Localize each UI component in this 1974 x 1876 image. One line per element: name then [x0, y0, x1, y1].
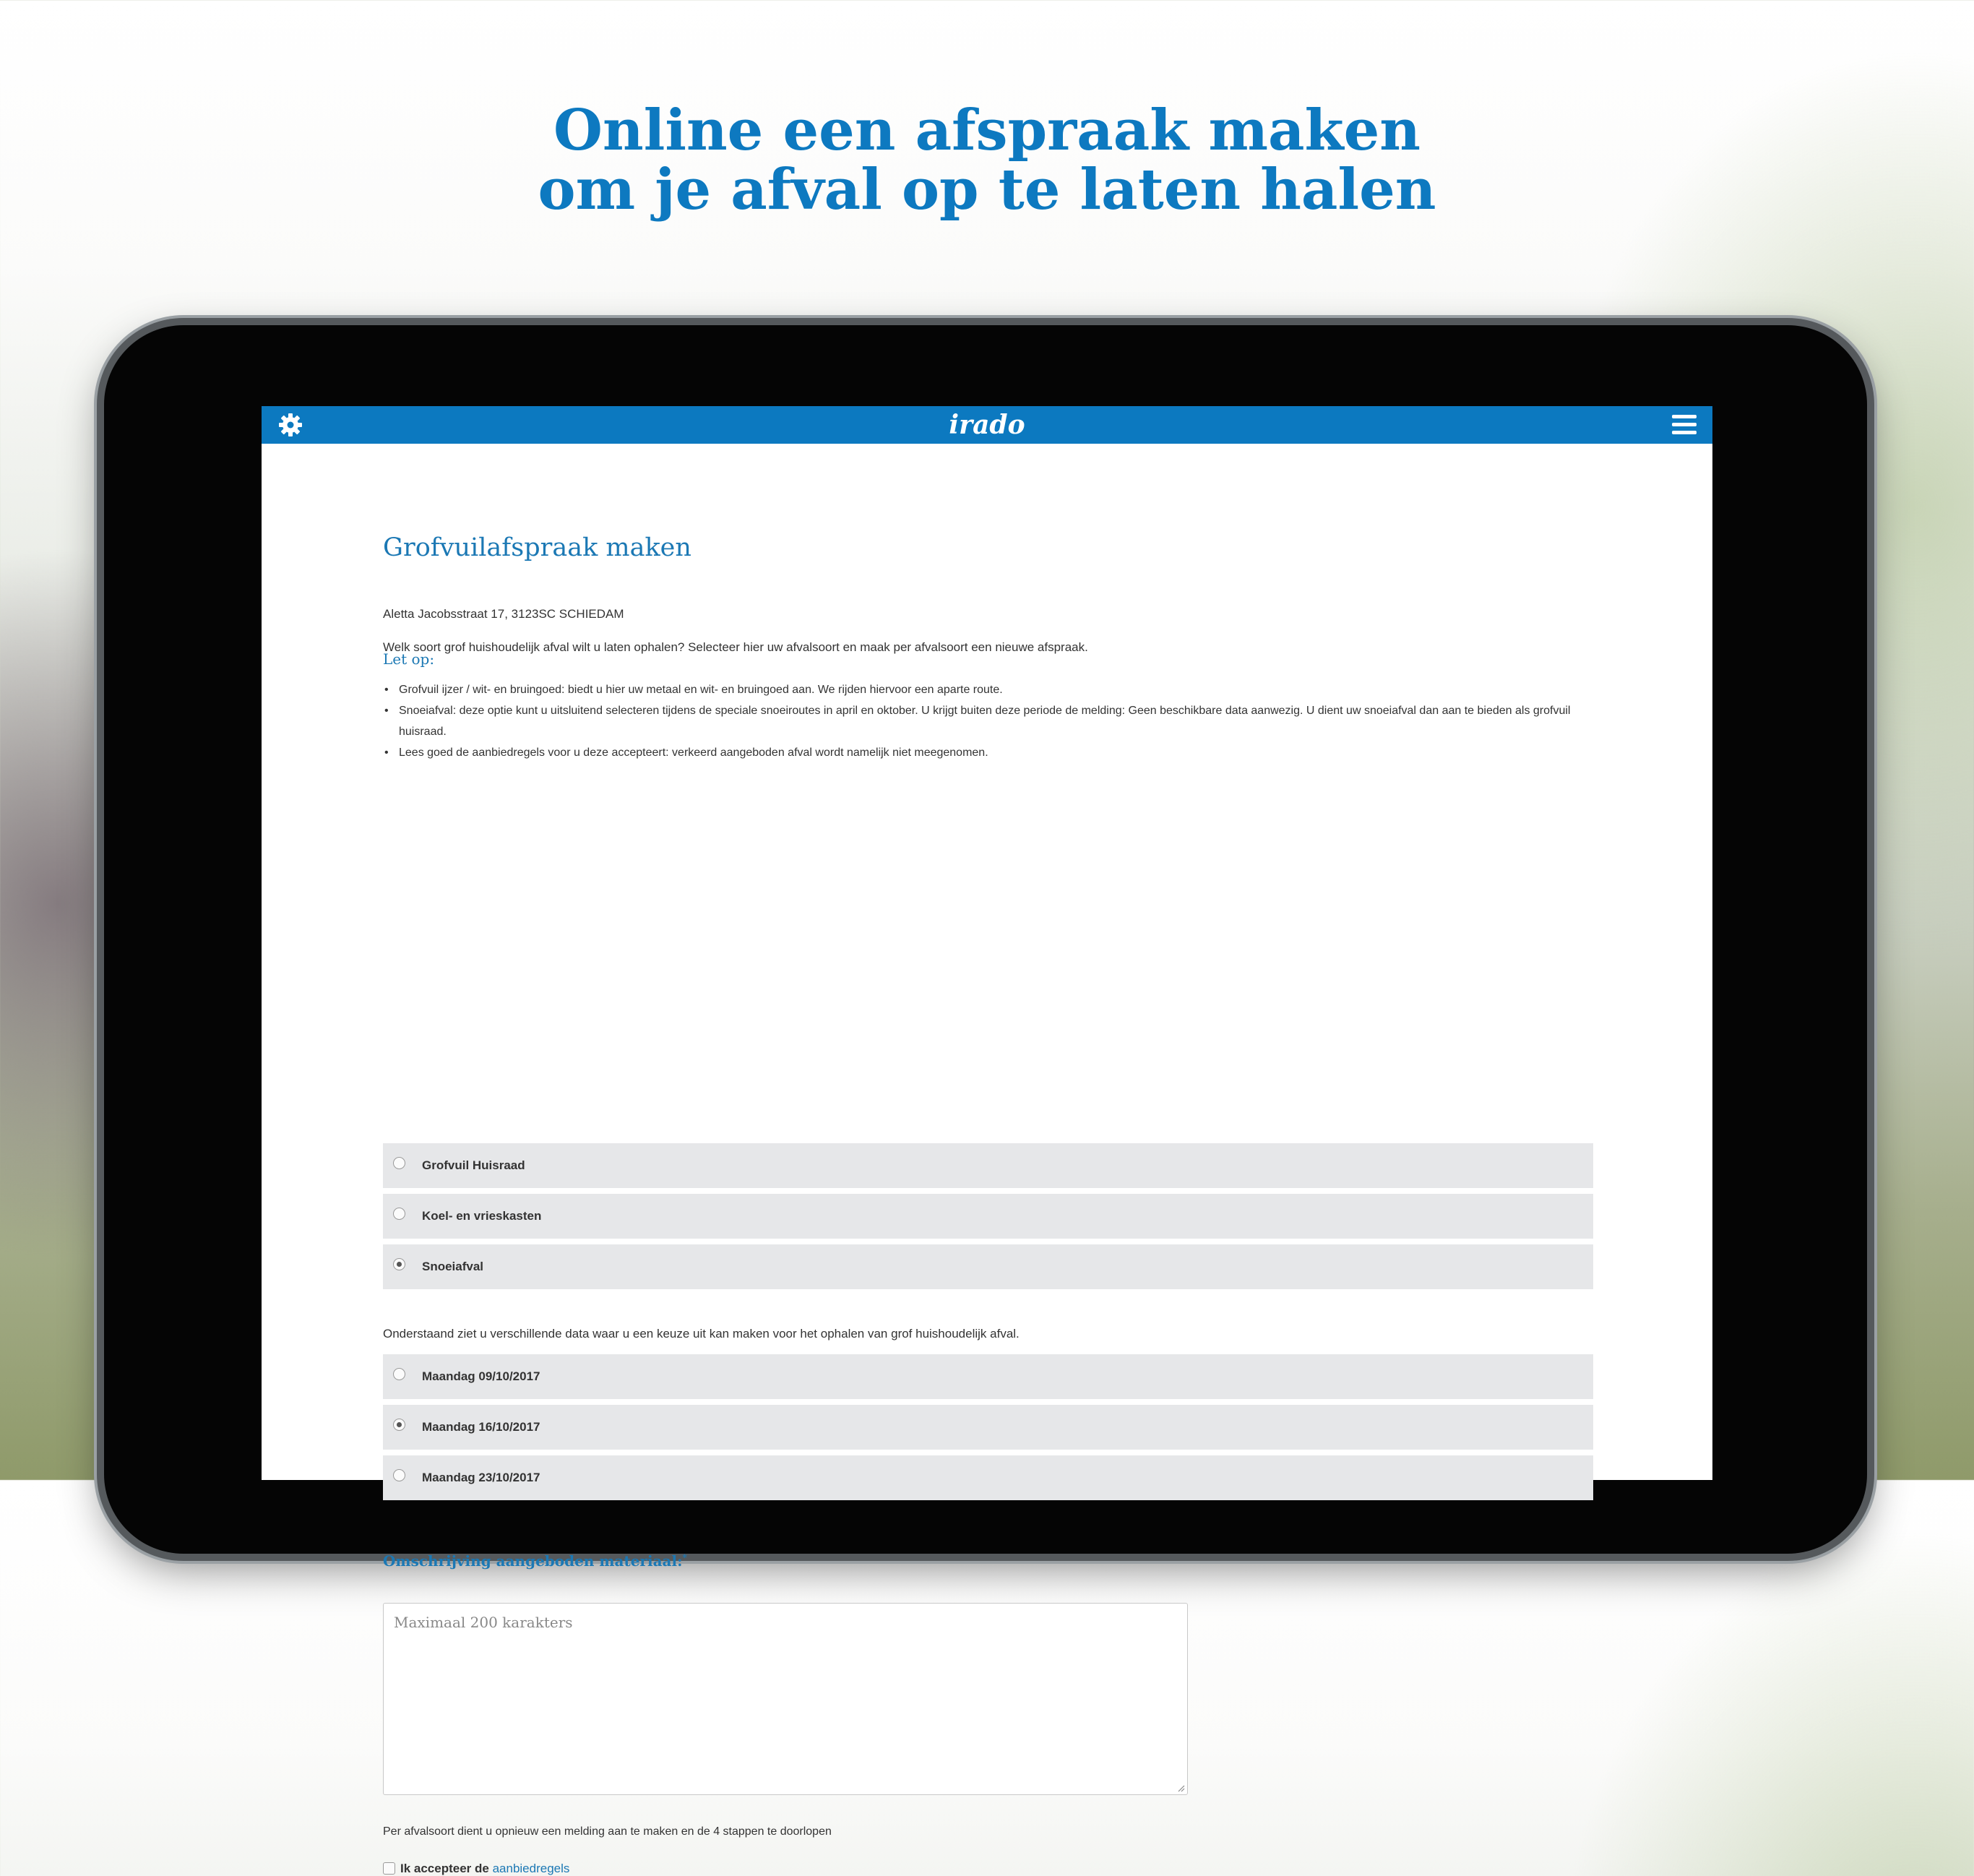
option-label: Maandag 23/10/2017	[422, 1471, 540, 1484]
radio-button[interactable]	[393, 1368, 405, 1380]
waste-type-option-snoeiafval[interactable]	[383, 1244, 1593, 1289]
page-title: Grofvuilafspraak maken	[383, 533, 691, 562]
option-label: Maandag 16/10/2017	[422, 1420, 540, 1434]
resize-handle-icon[interactable]	[1176, 1784, 1185, 1792]
waste-type-option-grofvuil-huisraad[interactable]	[383, 1143, 1593, 1188]
intro-text: Welk soort grof huishoudelijk afval wilt u laten ophalen? Selecteer hier uw afvalsoort en maak per afvalsoort een nieuwe afspraak.	[383, 640, 1088, 654]
date-option-23-10-2017[interactable]	[383, 1455, 1593, 1500]
hamburger-menu-icon[interactable]	[1672, 413, 1697, 437]
date-option-09-10-2017[interactable]	[383, 1354, 1593, 1399]
radio-button[interactable]	[393, 1157, 405, 1169]
notice-list	[383, 679, 1593, 763]
headline-line-1: Online een afspraak maken	[553, 98, 1421, 163]
notice-item: • Snoeiafval: deze optie kunt u uitsluitend selecteren tijdens de speciale snoeiroutes in april en oktober. U krijgt buiten deze periode de melding: Geen beschikbare data aanwezig. U dient uw snoeiafval dan aan te bieden als grofvuil huisraad.	[383, 700, 1593, 742]
aanbiedregels-link[interactable]: aanbiedregels	[492, 1862, 570, 1875]
radio-button[interactable]	[393, 1208, 405, 1220]
headline-line-2: om je afval op te laten halen	[538, 157, 1436, 223]
date-option-16-10-2017[interactable]	[383, 1405, 1593, 1450]
app-screen	[262, 406, 1712, 1875]
gear-icon[interactable]	[277, 412, 303, 438]
accept-text: Ik accepteer de	[400, 1862, 493, 1875]
notice-item: • Lees goed de aanbiedregels voor u deze accepteert: verkeerd aangeboden afval wordt namelijk niet meegenomen.	[383, 742, 1593, 763]
accept-label	[400, 1862, 569, 1876]
required-mark: *	[682, 1552, 687, 1563]
radio-button[interactable]	[393, 1469, 405, 1481]
notice-heading: Let op:	[383, 650, 435, 668]
irado-logo: irado	[949, 410, 1025, 440]
radio-button-selected[interactable]	[393, 1258, 405, 1270]
description-label-text: Omschrijving aangeboden materiaal:	[383, 1552, 683, 1570]
repeat-note: Per afvalsoort dient u opnieuw een melding aan te maken en de 4 stappen te doorlopen	[383, 1825, 832, 1838]
option-label: Snoeiafval	[422, 1260, 484, 1273]
accept-checkbox[interactable]	[383, 1862, 395, 1875]
radio-button-selected[interactable]	[393, 1419, 405, 1431]
description-label	[383, 1552, 687, 1570]
option-label: Grofvuil Huisraad	[422, 1158, 525, 1172]
address-text: Aletta Jacobsstraat 17, 3123SC SCHIEDAM	[383, 607, 624, 621]
top-bar	[262, 406, 1712, 444]
notice-item: • Grofvuil ijzer / wit- en bruingoed: biedt u hier uw metaal en wit- en bruingoed aan. We rijden hiervoor een aparte route.	[383, 679, 1593, 700]
option-label: Maandag 09/10/2017	[422, 1369, 540, 1383]
dates-intro-text: Onderstaand ziet u verschillende data waar u een keuze uit kan maken voor het ophalen van grof huishoudelijk afval.	[383, 1327, 1020, 1341]
option-label: Koel- en vrieskasten	[422, 1209, 542, 1223]
marketing-headline	[0, 98, 1974, 223]
description-textarea[interactable]	[383, 1603, 1188, 1795]
waste-type-option-koel-en-vrieskasten[interactable]	[383, 1194, 1593, 1239]
